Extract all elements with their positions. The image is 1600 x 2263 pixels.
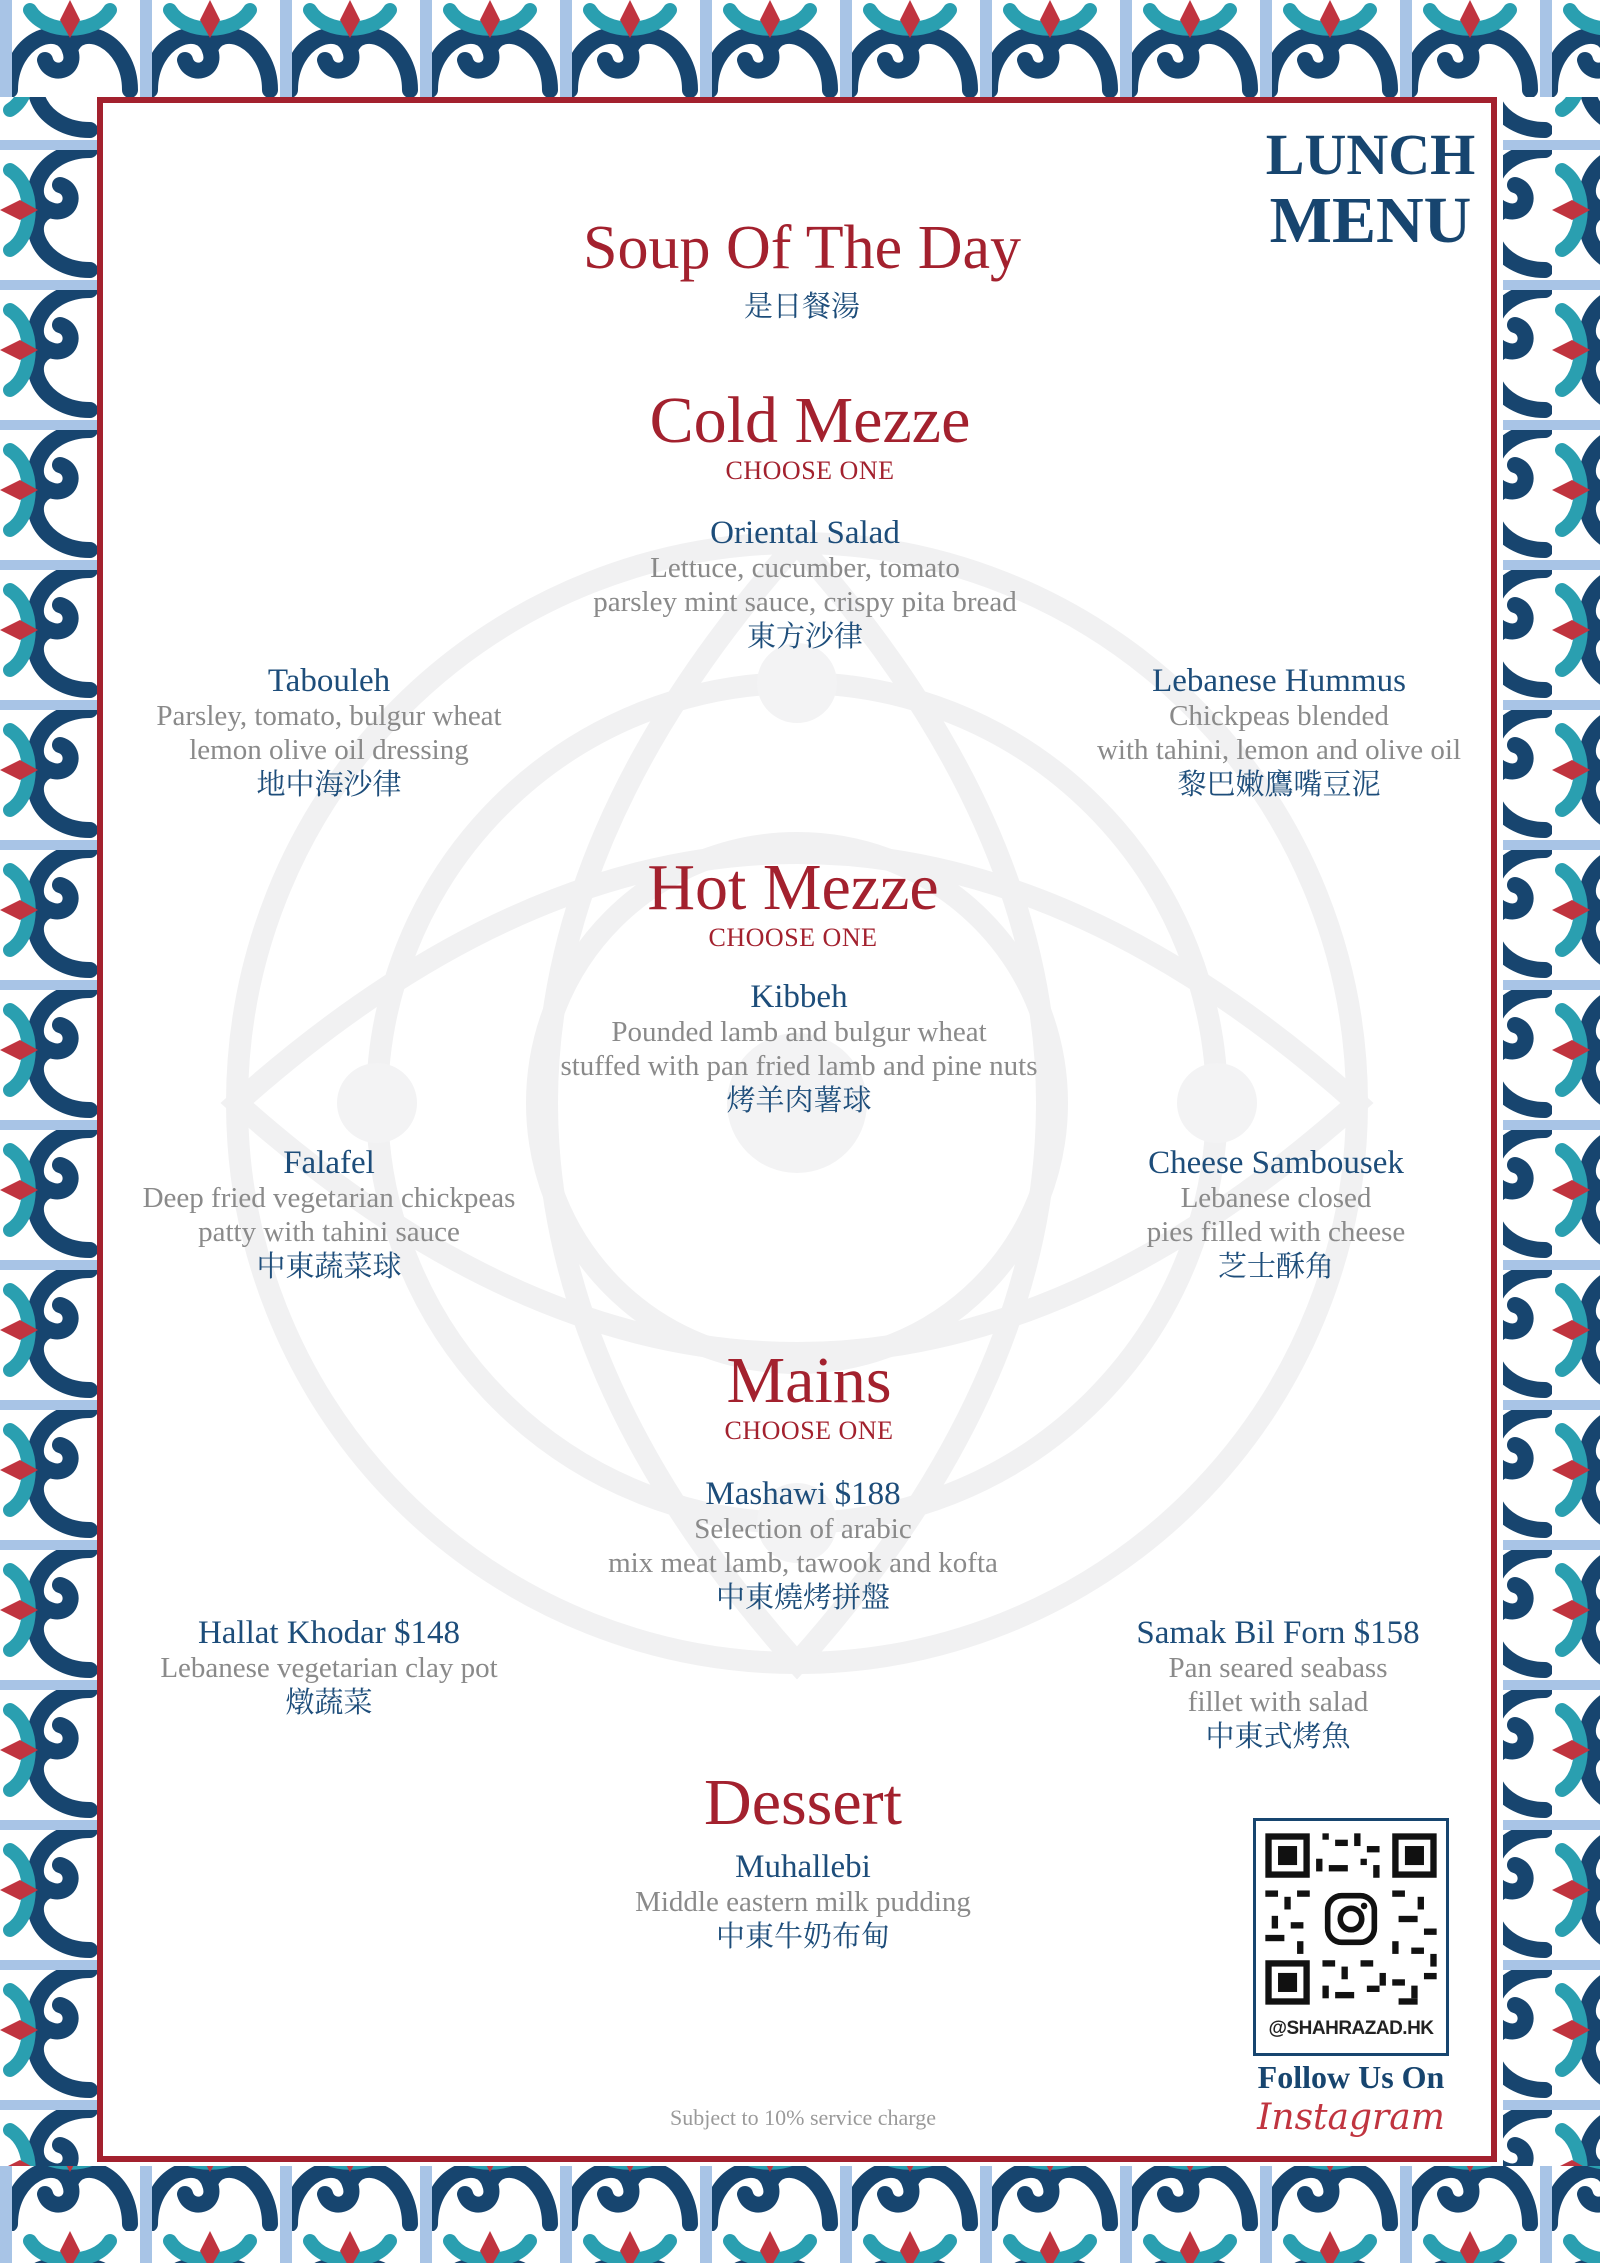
item-desc: Selection of arabic — [694, 1513, 912, 1545]
hot-mezze-choose: CHOOSE ONE — [708, 923, 878, 952]
item-name: Lebanese Hummus — [1152, 663, 1406, 699]
menu-item-oriental-salad — [593, 515, 1017, 653]
item-zh: 芝士酥角 — [1217, 1249, 1334, 1283]
item-desc: Middle eastern milk pudding — [635, 1886, 971, 1918]
item-desc: Lebanese closed — [1180, 1182, 1372, 1214]
menu-item-mashawi — [608, 1476, 998, 1614]
follow-us-label: Follow Us On — [1257, 2059, 1445, 2095]
item-zh: 中東燒烤拼盤 — [715, 1580, 891, 1614]
item-name: Hallat Khodar $148 — [197, 1615, 461, 1651]
item-desc: stuffed with pan fried lamb and pine nuts — [560, 1050, 1038, 1082]
service-charge-note: Subject to 10% service charge — [670, 2105, 936, 2130]
item-desc: Deep fried vegetarian chickpeas — [142, 1182, 516, 1214]
item-name: Kibbeh — [750, 979, 848, 1015]
item-name: Cheese Sambousek — [1148, 1145, 1404, 1181]
item-zh: 中東蔬菜球 — [256, 1249, 402, 1283]
item-name: Muhallebi — [735, 1849, 871, 1885]
item-zh: 中東式烤魚 — [1205, 1719, 1351, 1753]
item-name: Samak Bil Forn $158 — [1136, 1615, 1420, 1651]
hot-mezze-title: Hot Mezze — [647, 851, 939, 924]
menu-item-kibbeh — [560, 979, 1037, 1117]
item-desc: Lebanese vegetarian clay pot — [160, 1652, 498, 1684]
menu-item-muhallebi — [635, 1849, 971, 1953]
instagram-qr-card[interactable] — [1253, 1818, 1449, 2056]
lunch-label: LUNCH — [1265, 122, 1476, 187]
menu-item-tabouleh — [156, 663, 501, 801]
item-desc: Pan seared seabass — [1168, 1652, 1388, 1684]
item-desc: Pounded lamb and bulgur wheat — [611, 1016, 987, 1048]
item-desc: Parsley, tomato, bulgur wheat — [156, 700, 502, 732]
instagram-handle[interactable]: @SHAHRAZAD.HK — [1268, 2018, 1434, 2039]
menu-item-cheese-sambousek — [1147, 1145, 1406, 1283]
item-name: Tabouleh — [267, 663, 391, 699]
item-desc: mix meat lamb, tawook and kofta — [608, 1547, 998, 1579]
cold-mezze-title: Cold Mezze — [649, 384, 971, 457]
mains-choose: CHOOSE ONE — [724, 1416, 894, 1445]
item-name: Mashawi $188 — [705, 1476, 901, 1512]
item-zh: 黎巴嫩鷹嘴豆泥 — [1177, 767, 1381, 801]
item-desc: pies filled with cheese — [1146, 1216, 1406, 1248]
instagram-label[interactable]: Instagram — [1257, 2097, 1445, 2138]
item-name: Oriental Salad — [710, 515, 900, 551]
item-zh: 烤羊肉薯球 — [726, 1083, 872, 1117]
dessert-title: Dessert — [704, 1766, 902, 1839]
soup-title: Soup Of The Day — [583, 214, 1021, 282]
item-desc: Chickpeas blended — [1169, 700, 1389, 732]
item-zh: 地中海沙律 — [256, 767, 402, 801]
item-desc: lemon olive oil dressing — [189, 734, 469, 766]
menu-panel — [97, 97, 1497, 2162]
item-zh: 燉蔬菜 — [285, 1685, 373, 1719]
lunch-menu-heading — [1253, 123, 1488, 255]
item-desc: with tahini, lemon and olive oil — [1096, 734, 1462, 766]
menu-item-samak-bil-forn — [1136, 1615, 1419, 1753]
item-desc: patty with tahini sauce — [198, 1216, 460, 1248]
item-zh: 東方沙律 — [746, 619, 864, 653]
menu-item-falafel — [143, 1145, 516, 1283]
cold-mezze-choose: CHOOSE ONE — [725, 456, 895, 485]
item-desc: parsley mint sauce, crispy pita bread — [593, 586, 1017, 618]
item-desc: Lettuce, cucumber, tomato — [650, 552, 960, 584]
menu-label: MENU — [1269, 184, 1472, 257]
instagram-icon[interactable] — [1323, 1891, 1379, 1947]
item-name: Falafel — [283, 1145, 375, 1181]
mains-title: Mains — [726, 1344, 892, 1417]
item-zh: 中東牛奶布甸 — [715, 1919, 890, 1953]
menu-item-hallat-khodar — [160, 1615, 497, 1719]
soup-zh: 是日餐湯 — [743, 289, 861, 323]
menu-item-lebanese-hummus — [1097, 663, 1461, 801]
item-desc: fillet with salad — [1187, 1686, 1369, 1718]
